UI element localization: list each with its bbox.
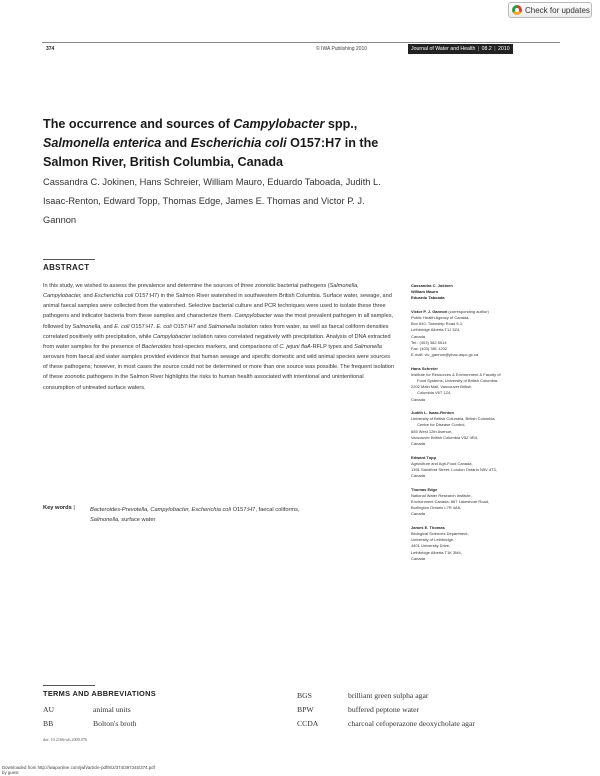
affiliation-author-name: Eduardo Taboada bbox=[411, 295, 445, 301]
page-number: 374 bbox=[46, 46, 55, 52]
affiliation-line: Agriculture and Agri-Food Canada, bbox=[411, 460, 473, 466]
affiliation-author-name: James E. Thomas bbox=[411, 525, 445, 530]
affiliation-block bbox=[411, 455, 561, 480]
journal-banner bbox=[408, 44, 513, 54]
journal-year: 2010 bbox=[498, 46, 510, 52]
affiliation-block bbox=[411, 410, 561, 447]
journal-separator: | bbox=[477, 46, 480, 52]
title-text: The occurrence and sources of bbox=[43, 117, 234, 131]
check-for-updates-label: Check for updates bbox=[525, 5, 590, 15]
affiliation-author-name: William Mauro bbox=[411, 289, 439, 295]
title-text: Salmon River, British Columbia, Canada bbox=[43, 155, 284, 169]
term-abbr: BB bbox=[43, 719, 54, 728]
affiliation-line: Box 640, Township Road 9-1, bbox=[411, 321, 464, 327]
contact-email[interactable]: E-mail: vic_gannon@phac-aspc.gc.ca bbox=[411, 352, 479, 358]
affiliation-block bbox=[411, 309, 561, 358]
affiliation-author-name: Cassandra C. Jokinen bbox=[411, 283, 453, 288]
affiliation-author-name: Thomas Edge bbox=[411, 486, 438, 492]
affiliation-line: Canada bbox=[411, 333, 426, 339]
affiliation-line: Biological Sciences Department, bbox=[411, 531, 469, 537]
download-user: by guest bbox=[2, 770, 19, 775]
term-abbr: BPW bbox=[297, 705, 314, 714]
affiliation-line: Centre for Disease Control, bbox=[417, 422, 466, 428]
affiliation-line: National Water Research Institute, bbox=[411, 492, 472, 498]
abstract-heading: ABSTRACT bbox=[43, 263, 90, 272]
affiliation-block bbox=[411, 487, 561, 518]
title-italic: Salmonella enterica bbox=[43, 136, 162, 150]
affiliation-line: Vancouver British Columbia V5Z 4R4, bbox=[411, 434, 479, 440]
terms-rule bbox=[43, 685, 95, 686]
affiliation-author-name: Judith L. Isaac-Renton bbox=[411, 410, 454, 416]
affiliation-block bbox=[411, 366, 561, 403]
abstract-body: In this study, we wished to assess the prevalence and determine the sources of three zoonotic bacterial pathogens (Salmonella, Campylobacter, and Escherichia coli O157:H7) in the Salmon River watershed in southwestern British Columbia. Surface water, sewage, and animal faecal samples were collected from the watershed. Selective bacterial culture and PCR techniques were used to isolate these three pathogens and indicator bacteria from these samples and characterize them. Campylobacter was the most prevalent pathogen in all samples, followed by Salmonella, and E. coli O157:H7. E. coli O157:H7 and Salmonella isolation rates from water, as well as faecal coliform densities correlated positively with precipitation, while Campylobacter isolation rates correlated negatively with precipitation. Analysis of DNA extracted from water samples for the presence of Bacteroides host-species markers, and comparisons of C. jejuni flaA-RFLP types and Salmonella serovars from faecal and water samples provided evidence that human sewage and specific domestic and wild animal species were sources of these pathogens; however, in most cases the source could not be determined or more than one source was possible. The frequent isolation of these zoonotic pathogens in the Salmon River highlights the risks to human health associated with intentional and unintentional consumption of untreated surface waters. bbox=[43, 283, 394, 391]
download-footer bbox=[2, 765, 155, 775]
affiliation-line: Lethbridge Alberta T1K 3M4, bbox=[411, 549, 462, 555]
title-italic: Escherichia coli bbox=[190, 136, 287, 150]
term-definition: Bolton's broth bbox=[93, 719, 137, 728]
affiliation-block bbox=[411, 283, 561, 301]
crossmark-icon bbox=[512, 5, 522, 15]
term-abbr: BGS bbox=[297, 691, 312, 700]
term-definition: animal units bbox=[93, 705, 131, 714]
title-text: and bbox=[161, 136, 191, 150]
affiliation-block bbox=[411, 525, 561, 562]
terms-heading: TERMS AND ABBREVIATIONS bbox=[43, 689, 156, 698]
journal-name: Journal of Water and Health bbox=[411, 46, 476, 52]
term-abbr: AU bbox=[43, 705, 55, 714]
affiliation-line: University of British Columbia, British Columbia bbox=[411, 416, 495, 422]
affiliation-line: Canada bbox=[411, 473, 426, 479]
affiliation-line: Canada bbox=[411, 440, 426, 446]
affiliation-line: Lethbridge Alberta T1J 3Z4, bbox=[411, 327, 461, 333]
doi-link[interactable]: doi: 10.2166/wh.2009.076 bbox=[43, 737, 88, 742]
term-abbr: CCDA bbox=[297, 719, 319, 728]
check-for-updates-button[interactable] bbox=[508, 2, 592, 18]
affiliation-author-name: Victor P. J. Gannon bbox=[411, 308, 448, 314]
affiliation-line: Canada bbox=[411, 396, 426, 402]
term-definition: buffered peptone water bbox=[348, 705, 420, 714]
term-definition: brilliant green sulpha agar bbox=[348, 691, 429, 700]
article-title bbox=[43, 115, 423, 172]
title-italic: Campylobacter bbox=[233, 117, 325, 131]
keywords-list: Bacteroides-Prevotella, Campylobacter, Escherichia coli O157:H7, faecal coliforms, Salmonella, surface water bbox=[90, 507, 300, 523]
affiliation-line: Environment Canada, 867 Lakeshore Road, bbox=[411, 499, 490, 505]
affiliation-line: Burlington Ontario L7R 4A6, bbox=[411, 505, 462, 511]
affiliation-line: Canada bbox=[411, 555, 426, 561]
affiliation-line: Food Systems, University of British Columbia, bbox=[417, 378, 499, 384]
affiliation-line: Institute for Resources & Environment & Faculty of bbox=[411, 371, 501, 377]
term-definition: charcoal cefoperazone deoxycholate agar bbox=[348, 719, 475, 728]
affiliation-line: 2202 Main Mall, Vancouver British bbox=[411, 384, 472, 390]
affiliation-line: University of Lethbridge, bbox=[411, 537, 455, 543]
affiliation-line: 4401 University Drive, bbox=[411, 543, 451, 549]
affiliation-line: 1391 Sandford Street, London Ontario N5V 4T3, bbox=[411, 466, 497, 472]
title-text: spp., bbox=[324, 117, 358, 131]
affiliation-line: Canada bbox=[411, 511, 426, 517]
publisher-copyright: © IWA Publishing 2010 bbox=[316, 46, 368, 52]
affiliation-author-name: Edward Topp bbox=[411, 454, 437, 460]
journal-separator: | bbox=[494, 46, 496, 52]
journal-issue: 08.2 bbox=[481, 46, 492, 52]
corresponding-author-note: (corresponding author) bbox=[447, 308, 489, 314]
author-list: Cassandra C. Jokinen, Hans Schreier, William Mauro, Eduardo Taboada, Judith L. Isaac-Renton, Edward Topp, Thomas Edge, James E. Thomas and Victor P. J. Gannon bbox=[43, 177, 381, 225]
affiliation-line: Fax: (403) 381 1202 bbox=[411, 345, 448, 351]
affiliation-line: Public Health Agency of Canada, bbox=[411, 315, 470, 321]
download-source[interactable]: Downloaded from http://iwaponline.com/jwh/article-pdf/8/2/374/397345/374.pdf bbox=[2, 765, 155, 770]
affiliation-line: Tel.: (403) 382 5514 bbox=[411, 339, 447, 345]
affiliations-column bbox=[411, 283, 561, 569]
affiliation-author-name: Hans Schreier bbox=[411, 365, 438, 371]
title-text: O157:H7 in the bbox=[286, 136, 379, 150]
keywords-label: Key words | bbox=[43, 505, 75, 511]
affiliation-line: 655 West 12th Avenue, bbox=[411, 428, 453, 434]
abstract-rule bbox=[43, 259, 95, 260]
header-rule bbox=[42, 42, 560, 43]
affiliation-line: Columbia V6T 1Z4, bbox=[417, 390, 452, 396]
